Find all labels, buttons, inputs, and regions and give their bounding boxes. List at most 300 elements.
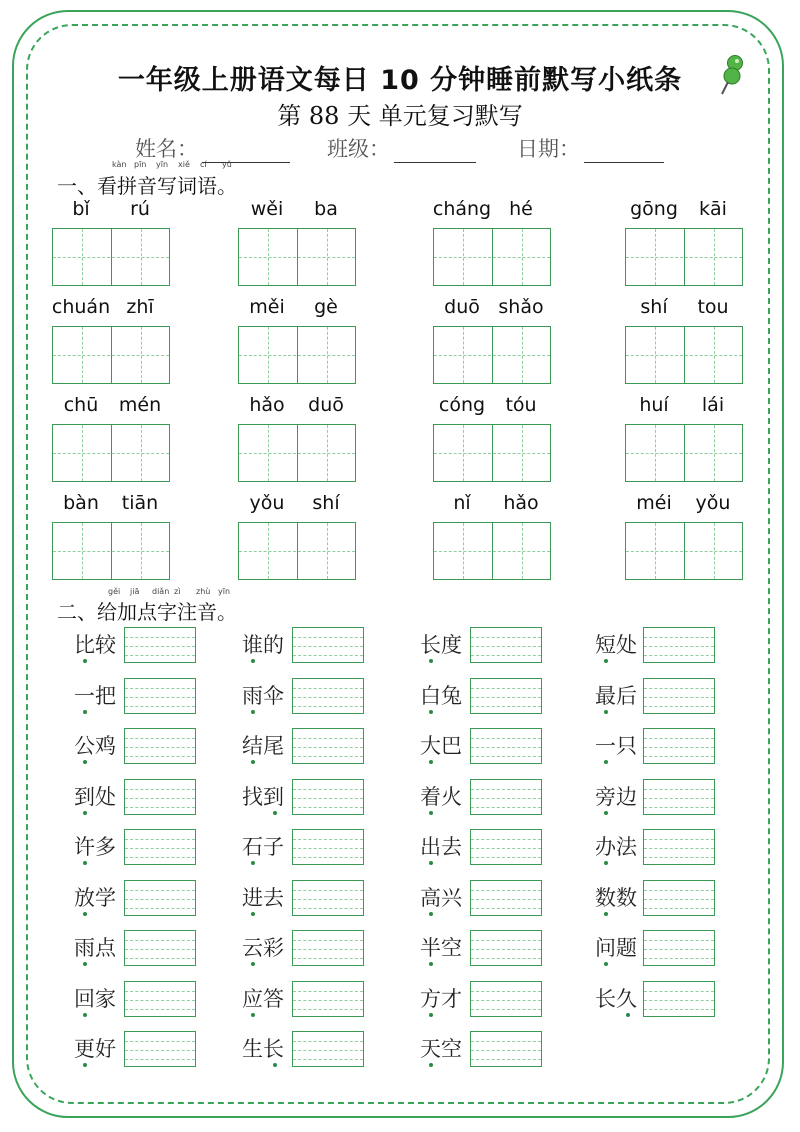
date-label: 日期： xyxy=(517,137,580,161)
pinyin-answer-box[interactable] xyxy=(124,981,196,1017)
word-text: 高兴 xyxy=(420,885,462,910)
grid-guide-horizontal xyxy=(53,453,169,454)
dotted-word xyxy=(242,629,284,659)
pinyin-answer-box[interactable] xyxy=(643,981,715,1017)
emphasis-dot xyxy=(429,1063,433,1067)
answer-guide-line xyxy=(644,890,714,891)
emphasis-dot xyxy=(251,659,255,663)
word-text: 应答 xyxy=(242,986,284,1011)
pinyin-answer-box[interactable] xyxy=(470,880,542,916)
word-text: 出去 xyxy=(420,835,462,859)
word-text: 白兔 xyxy=(420,683,462,708)
emphasis-dot xyxy=(83,861,87,865)
answer-guide-line xyxy=(125,655,195,656)
writing-grid[interactable] xyxy=(625,228,743,286)
answer-guide-line xyxy=(644,688,714,689)
pinyin-syllable: yǒu xyxy=(249,492,285,514)
pushpin-icon xyxy=(714,54,748,98)
grid-guide-horizontal xyxy=(626,551,742,552)
emphasis-dot xyxy=(83,811,87,815)
word-text: 云彩 xyxy=(242,936,284,960)
emphasis-dot xyxy=(604,861,608,865)
emphasis-dot xyxy=(83,710,87,714)
answer-guide-line xyxy=(644,839,714,840)
dotted-word xyxy=(595,882,637,912)
pinyin-syllable: zhī xyxy=(126,296,154,318)
name-blank[interactable] xyxy=(202,142,290,163)
pinyin-syllable: gè xyxy=(314,296,338,318)
date-blank[interactable] xyxy=(584,142,664,163)
answer-guide-line xyxy=(644,646,714,647)
pinyin-answer-box[interactable] xyxy=(124,880,196,916)
pinyin-answer-box[interactable] xyxy=(124,930,196,966)
answer-guide-line xyxy=(644,738,714,739)
grid-guide-horizontal xyxy=(626,453,742,454)
writing-grid[interactable] xyxy=(52,326,170,384)
emphasis-dot xyxy=(604,962,608,966)
answer-guide-line xyxy=(644,807,714,808)
class-label: 班级： xyxy=(327,137,390,161)
answer-guide-line xyxy=(471,940,541,941)
answer-guide-line xyxy=(644,1009,714,1010)
emphasis-dot xyxy=(83,760,87,764)
dotted-word xyxy=(242,932,284,962)
pinyin-syllable: tóu xyxy=(505,394,537,416)
dotted-word xyxy=(74,983,116,1013)
answer-guide-line xyxy=(471,706,541,707)
word-text: 雨伞 xyxy=(242,683,284,708)
writing-grid[interactable] xyxy=(625,522,743,580)
grid-guide-horizontal xyxy=(434,453,550,454)
answer-guide-line xyxy=(125,807,195,808)
word-text: 问题 xyxy=(595,936,637,960)
answer-guide-line xyxy=(293,1050,363,1051)
pinyin-answer-box[interactable] xyxy=(124,779,196,815)
answer-guide-line xyxy=(125,646,195,647)
pinyin-answer-box[interactable] xyxy=(292,880,364,916)
pinyin-syllable: yǒu xyxy=(695,492,731,514)
dotted-word xyxy=(74,781,116,811)
dotted-word xyxy=(242,680,284,710)
word-text: 办法 xyxy=(595,835,637,859)
pinyin-syllable: duō xyxy=(308,394,344,416)
heading-pinyin-syllable: kàn xyxy=(112,160,127,169)
answer-guide-line xyxy=(125,1009,195,1010)
answer-guide-line xyxy=(471,1050,541,1051)
dotted-word xyxy=(420,983,462,1013)
word-text: 许多 xyxy=(74,835,116,859)
emphasis-dot xyxy=(273,1063,277,1067)
answer-guide-line xyxy=(125,848,195,849)
answer-guide-line xyxy=(125,940,195,941)
dotted-word xyxy=(420,932,462,962)
answer-guide-line xyxy=(125,756,195,757)
answer-guide-line xyxy=(293,940,363,941)
dotted-word xyxy=(242,882,284,912)
emphasis-dot xyxy=(429,912,433,916)
answer-guide-line xyxy=(293,738,363,739)
heading-pinyin-syllable: cí xyxy=(200,160,207,169)
answer-guide-line xyxy=(471,646,541,647)
dotted-word xyxy=(74,882,116,912)
word-text: 短处 xyxy=(595,633,637,657)
answer-guide-line xyxy=(471,949,541,950)
pinyin-syllable: tou xyxy=(697,296,729,318)
pinyin-answer-box[interactable] xyxy=(124,829,196,865)
word-text: 谁的 xyxy=(242,633,284,657)
pinyin-syllable: shí xyxy=(312,492,340,514)
emphasis-dot xyxy=(251,710,255,714)
section2-heading: 二、给加点字注音。 xyxy=(57,600,237,624)
word-text: 半空 xyxy=(420,936,462,960)
word-text: 回家 xyxy=(74,986,116,1011)
word-text: 数数 xyxy=(595,885,637,910)
answer-guide-line xyxy=(293,1041,363,1042)
emphasis-dot xyxy=(604,659,608,663)
answer-guide-line xyxy=(471,747,541,748)
answer-guide-line xyxy=(293,637,363,638)
dotted-word xyxy=(74,831,116,861)
pinyin-answer-box[interactable] xyxy=(124,728,196,764)
emphasis-dot xyxy=(604,710,608,714)
word-text: 到处 xyxy=(74,784,116,809)
pinyin-answer-box[interactable] xyxy=(643,930,715,966)
answer-guide-line xyxy=(471,958,541,959)
answer-guide-line xyxy=(125,688,195,689)
emphasis-dot xyxy=(83,1013,87,1017)
emphasis-dot xyxy=(429,760,433,764)
writing-grid[interactable] xyxy=(238,522,356,580)
pinyin-syllable: lái xyxy=(701,394,725,416)
dotted-word xyxy=(242,1033,284,1063)
grid-guide-horizontal xyxy=(53,355,169,356)
answer-guide-line xyxy=(644,958,714,959)
writing-grid[interactable] xyxy=(433,228,551,286)
section1-heading: 一、看拼音写词语。 xyxy=(57,174,237,198)
grid-guide-horizontal xyxy=(239,551,355,552)
answer-guide-line xyxy=(471,991,541,992)
pinyin-syllable: mén xyxy=(118,394,162,416)
answer-guide-line xyxy=(644,899,714,900)
word-text: 一把 xyxy=(74,683,116,708)
answer-guide-line xyxy=(125,949,195,950)
answer-guide-line xyxy=(471,756,541,757)
writing-grid[interactable] xyxy=(238,228,356,286)
pinyin-syllable: rú xyxy=(130,198,150,220)
word-text: 天空 xyxy=(420,1037,462,1061)
grid-guide-horizontal xyxy=(434,551,550,552)
dotted-word xyxy=(74,680,116,710)
word-text: 着火 xyxy=(420,784,462,809)
answer-guide-line xyxy=(644,697,714,698)
answer-guide-line xyxy=(644,747,714,748)
pinyin-answer-box[interactable] xyxy=(292,1031,364,1067)
writing-grid[interactable] xyxy=(52,424,170,482)
pinyin-answer-box[interactable] xyxy=(470,728,542,764)
emphasis-dot xyxy=(251,1013,255,1017)
answer-guide-line xyxy=(471,848,541,849)
dotted-word xyxy=(74,730,116,760)
word-text: 放学 xyxy=(74,885,116,910)
word-text: 结尾 xyxy=(242,734,284,758)
pinyin-answer-box[interactable] xyxy=(643,728,715,764)
answer-guide-line xyxy=(471,1059,541,1060)
pinyin-syllable: chuán xyxy=(51,296,111,318)
answer-guide-line xyxy=(471,798,541,799)
dotted-word xyxy=(420,730,462,760)
emphasis-dot xyxy=(604,760,608,764)
emphasis-dot xyxy=(429,962,433,966)
answer-guide-line xyxy=(471,908,541,909)
answer-guide-line xyxy=(644,908,714,909)
answer-guide-line xyxy=(293,646,363,647)
emphasis-dot xyxy=(251,760,255,764)
answer-guide-line xyxy=(644,949,714,950)
writing-grid[interactable] xyxy=(625,424,743,482)
pinyin-syllable: hǎo xyxy=(503,492,539,514)
answer-guide-line xyxy=(471,899,541,900)
pinyin-answer-box[interactable] xyxy=(643,627,715,663)
answer-guide-line xyxy=(293,949,363,950)
pinyin-answer-box[interactable] xyxy=(470,981,542,1017)
pinyin-answer-box[interactable] xyxy=(643,829,715,865)
dotted-word xyxy=(242,781,284,811)
pinyin-answer-box[interactable] xyxy=(292,829,364,865)
heading-pinyin-syllable: jiā xyxy=(130,587,140,596)
date-field[interactable] xyxy=(517,133,664,163)
pinyin-answer-box[interactable] xyxy=(643,779,715,815)
answer-guide-line xyxy=(125,747,195,748)
class-blank[interactable] xyxy=(394,142,476,163)
dotted-word xyxy=(595,831,637,861)
heading-pinyin-syllable: gěi xyxy=(108,587,121,596)
pinyin-answer-box[interactable] xyxy=(124,627,196,663)
pinyin-answer-box[interactable] xyxy=(470,627,542,663)
word-text: 方才 xyxy=(420,986,462,1011)
pinyin-answer-box[interactable] xyxy=(292,728,364,764)
answer-guide-line xyxy=(125,899,195,900)
name-field[interactable] xyxy=(135,133,290,163)
answer-guide-line xyxy=(293,991,363,992)
pinyin-answer-box[interactable] xyxy=(643,678,715,714)
writing-grid[interactable] xyxy=(433,424,551,482)
answer-guide-line xyxy=(125,637,195,638)
pinyin-syllable: měi xyxy=(249,296,285,318)
writing-grid[interactable] xyxy=(433,326,551,384)
answer-guide-line xyxy=(293,807,363,808)
answer-guide-line xyxy=(471,890,541,891)
answer-guide-line xyxy=(471,1041,541,1042)
heading-pinyin-syllable: zhù xyxy=(196,587,211,596)
answer-guide-line xyxy=(293,1009,363,1010)
answer-guide-line xyxy=(293,958,363,959)
worksheet-subtitle: 第 88 天 单元复习默写 xyxy=(277,102,523,130)
worksheet-title: 一年级上册语文每日 10 分钟睡前默写小纸条 xyxy=(117,65,683,96)
dotted-word xyxy=(595,730,637,760)
pinyin-syllable: cóng xyxy=(438,394,486,416)
answer-guide-line xyxy=(644,798,714,799)
grid-guide-horizontal xyxy=(434,355,550,356)
word-text: 公鸡 xyxy=(74,734,116,758)
dotted-word xyxy=(595,932,637,962)
pinyin-answer-box[interactable] xyxy=(292,678,364,714)
writing-grid[interactable] xyxy=(52,228,170,286)
word-text: 进去 xyxy=(242,885,284,910)
answer-guide-line xyxy=(644,1000,714,1001)
answer-guide-line xyxy=(644,789,714,790)
pinyin-syllable: nǐ xyxy=(453,492,471,514)
dotted-word xyxy=(420,831,462,861)
emphasis-dot xyxy=(83,912,87,916)
answer-guide-line xyxy=(125,857,195,858)
answer-guide-line xyxy=(125,1041,195,1042)
writing-grid[interactable] xyxy=(433,522,551,580)
answer-guide-line xyxy=(644,857,714,858)
emphasis-dot xyxy=(83,1063,87,1067)
word-text: 石子 xyxy=(242,835,284,859)
pinyin-syllable: bàn xyxy=(63,492,99,514)
answer-guide-line xyxy=(125,798,195,799)
emphasis-dot xyxy=(83,962,87,966)
answer-guide-line xyxy=(293,848,363,849)
pinyin-answer-box[interactable] xyxy=(470,678,542,714)
dotted-word xyxy=(595,680,637,710)
answer-guide-line xyxy=(293,747,363,748)
grid-guide-horizontal xyxy=(434,257,550,258)
pinyin-syllable: bǐ xyxy=(72,198,90,220)
answer-guide-line xyxy=(471,839,541,840)
pinyin-syllable: duō xyxy=(444,296,480,318)
emphasis-dot xyxy=(429,1013,433,1017)
heading-pinyin-syllable: pīn xyxy=(134,160,147,169)
pinyin-syllable: tiān xyxy=(121,492,159,514)
emphasis-dot xyxy=(429,659,433,663)
word-text: 最后 xyxy=(595,683,637,708)
word-text: 雨点 xyxy=(74,936,116,960)
answer-guide-line xyxy=(644,637,714,638)
word-text: 找到 xyxy=(242,784,284,809)
answer-guide-line xyxy=(125,697,195,698)
dotted-word xyxy=(74,629,116,659)
dotted-word xyxy=(420,680,462,710)
grid-guide-horizontal xyxy=(239,257,355,258)
dotted-word xyxy=(242,831,284,861)
pinyin-answer-box[interactable] xyxy=(470,829,542,865)
pinyin-answer-box[interactable] xyxy=(124,1031,196,1067)
emphasis-dot xyxy=(626,1013,630,1017)
pinyin-answer-box[interactable] xyxy=(643,880,715,916)
answer-guide-line xyxy=(293,697,363,698)
answer-guide-line xyxy=(644,655,714,656)
name-label: 姓名： xyxy=(135,137,198,161)
dotted-word xyxy=(242,983,284,1013)
dotted-word xyxy=(420,1033,462,1063)
answer-guide-line xyxy=(125,706,195,707)
writing-grid[interactable] xyxy=(238,326,356,384)
dotted-word xyxy=(595,629,637,659)
answer-guide-line xyxy=(471,1009,541,1010)
answer-guide-line xyxy=(293,857,363,858)
grid-guide-horizontal xyxy=(626,355,742,356)
pinyin-answer-box[interactable] xyxy=(292,779,364,815)
heading-pinyin-syllable: zì xyxy=(174,587,181,596)
class-field[interactable] xyxy=(327,133,476,163)
grid-guide-horizontal xyxy=(626,257,742,258)
word-text: 长久 xyxy=(595,986,637,1011)
pinyin-syllable: hǎo xyxy=(249,394,285,416)
answer-guide-line xyxy=(293,655,363,656)
dotted-word xyxy=(74,1033,116,1063)
answer-guide-line xyxy=(471,1000,541,1001)
answer-guide-line xyxy=(293,798,363,799)
answer-guide-line xyxy=(125,958,195,959)
pinyin-syllable: gōng xyxy=(630,198,678,220)
pinyin-syllable: hé xyxy=(509,198,533,220)
answer-guide-line xyxy=(125,738,195,739)
answer-guide-line xyxy=(471,857,541,858)
pinyin-answer-box[interactable] xyxy=(292,981,364,1017)
answer-guide-line xyxy=(125,991,195,992)
answer-guide-line xyxy=(644,706,714,707)
answer-guide-line xyxy=(125,1000,195,1001)
heading-pinyin-syllable: yǔ xyxy=(222,160,232,169)
answer-guide-line xyxy=(125,1050,195,1051)
dotted-word xyxy=(420,882,462,912)
pinyin-answer-box[interactable] xyxy=(470,1031,542,1067)
pinyin-answer-box[interactable] xyxy=(470,930,542,966)
pinyin-syllable: cháng xyxy=(432,198,492,220)
answer-guide-line xyxy=(293,839,363,840)
grid-guide-horizontal xyxy=(239,355,355,356)
pinyin-answer-box[interactable] xyxy=(292,930,364,966)
word-text: 更好 xyxy=(74,1037,116,1061)
answer-guide-line xyxy=(293,899,363,900)
grid-guide-horizontal xyxy=(53,551,169,552)
writing-grid[interactable] xyxy=(625,326,743,384)
answer-guide-line xyxy=(471,655,541,656)
word-text: 一只 xyxy=(595,734,637,758)
pinyin-syllable: shí xyxy=(640,296,668,318)
word-text: 旁边 xyxy=(595,784,637,809)
pinyin-answer-box[interactable] xyxy=(470,779,542,815)
pinyin-syllable: wěi xyxy=(250,198,284,220)
answer-guide-line xyxy=(125,908,195,909)
emphasis-dot xyxy=(604,811,608,815)
heading-pinyin-syllable: yīn xyxy=(218,587,231,596)
pinyin-answer-box[interactable] xyxy=(124,678,196,714)
answer-guide-line xyxy=(644,991,714,992)
answer-guide-line xyxy=(125,1059,195,1060)
answer-guide-line xyxy=(644,756,714,757)
pinyin-syllable: chū xyxy=(63,394,99,416)
writing-grid[interactable] xyxy=(52,522,170,580)
answer-guide-line xyxy=(471,637,541,638)
answer-guide-line xyxy=(293,688,363,689)
answer-guide-line xyxy=(293,1059,363,1060)
dotted-word xyxy=(74,932,116,962)
heading-pinyin-syllable: diǎn xyxy=(152,587,170,596)
pinyin-answer-box[interactable] xyxy=(292,627,364,663)
emphasis-dot xyxy=(251,861,255,865)
answer-guide-line xyxy=(471,697,541,698)
writing-grid[interactable] xyxy=(238,424,356,482)
answer-guide-line xyxy=(644,848,714,849)
pinyin-syllable: ba xyxy=(314,198,338,220)
answer-guide-line xyxy=(125,890,195,891)
heading-pinyin-syllable: xiě xyxy=(178,160,190,169)
answer-guide-line xyxy=(471,789,541,790)
grid-guide-horizontal xyxy=(53,257,169,258)
